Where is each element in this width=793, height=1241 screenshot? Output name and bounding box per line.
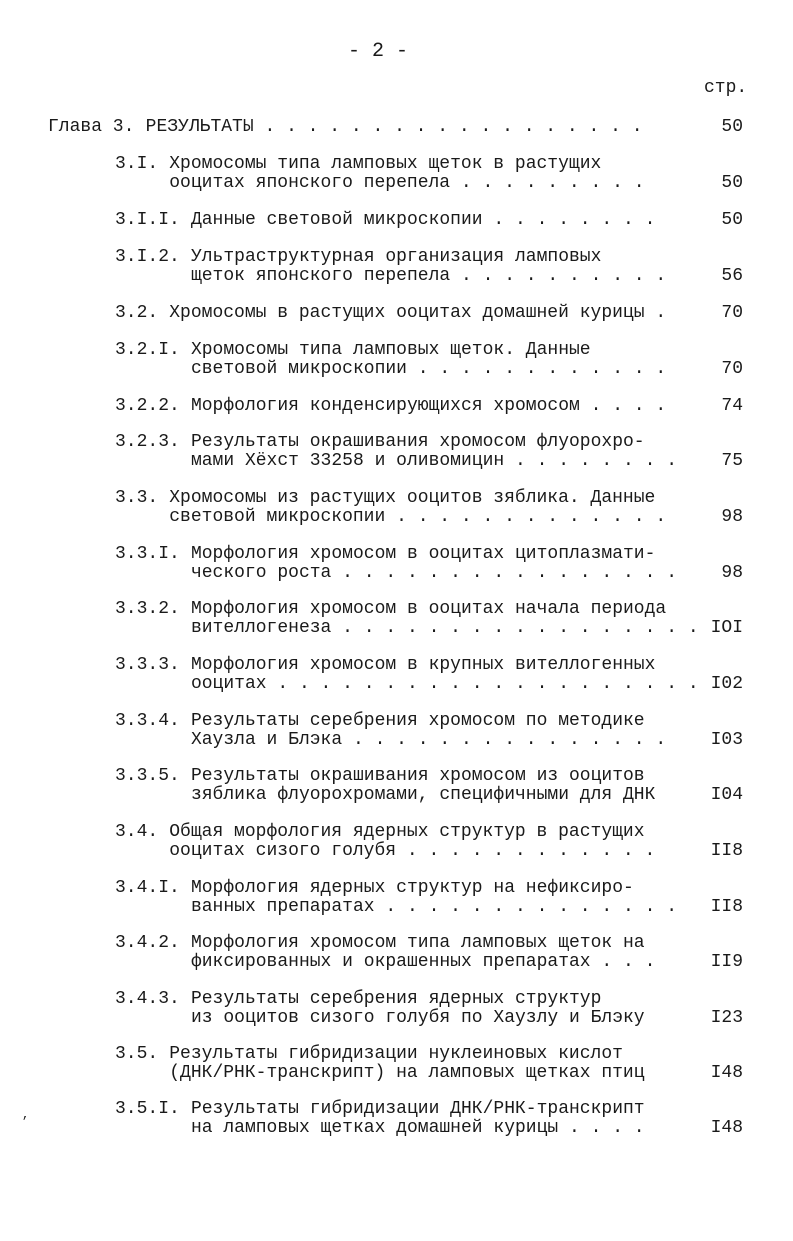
entry-title-line: Общая морфология ядерных структур в растущих bbox=[169, 822, 645, 842]
entry-page-number: 74 bbox=[721, 396, 743, 416]
entry-title-line: Морфология ядерных структур на нефиксиро- bbox=[190, 878, 634, 898]
entry-title-line: Результаты гибридизации ДНК/РНК-транскрипт bbox=[190, 1099, 645, 1119]
entry-title-line: световой микроскопии . . . . . . . . . . . . . bbox=[169, 507, 667, 527]
entry-number: 3.I. bbox=[115, 154, 159, 174]
entry-number: 3.5.I. bbox=[115, 1099, 180, 1119]
entry-title-line: вителлогенеза . . . . . . . . . . . . . . . . . bbox=[190, 618, 699, 638]
entry-page-number: I48 bbox=[710, 1118, 743, 1138]
entry-number: 3.4. bbox=[115, 822, 159, 842]
entry-page-number: 50 bbox=[721, 210, 743, 230]
entry-number: 3.4.3. bbox=[115, 989, 180, 1009]
entry-title-line: Хромосомы типа ламповых щеток. Данные bbox=[190, 340, 591, 360]
entry-title-line: ванных препаратах . . . . . . . . . . . . . . bbox=[190, 897, 678, 917]
entry-page-number: I23 bbox=[710, 1008, 743, 1028]
stray-mark: , bbox=[22, 1108, 30, 1122]
entry-title-line: щеток японского перепела . . . . . . . . . . bbox=[190, 266, 667, 286]
entry-title-line: Морфология хромосом типа ламповых щеток на bbox=[190, 933, 645, 953]
entry-page-number: II8 bbox=[710, 897, 743, 917]
entry-number: 3.5. bbox=[115, 1044, 159, 1064]
entry-title-line: ооцитах . . . . . . . . . . . . . . . . . . . . bbox=[190, 674, 699, 694]
entry-title-line: ческого роста . . . . . . . . . . . . . . . . bbox=[190, 563, 678, 583]
entry-page-number: 98 bbox=[721, 563, 743, 583]
entry-number: 3.3.4. bbox=[115, 711, 180, 731]
entry-title-line: Морфология хромосом в крупных вителлогенных bbox=[190, 655, 656, 675]
entry-title-line: Хаузла и Блэка . . . . . . . . . . . . . . . bbox=[190, 730, 667, 750]
page-number: - 2 - bbox=[348, 40, 409, 63]
entry-page-number: I48 bbox=[710, 1063, 743, 1083]
entry-title-line: ооцитах сизого голубя . . . . . . . . . . . . bbox=[169, 841, 656, 861]
entry-title-line: Хромосомы типа ламповых щеток в растущих bbox=[169, 154, 602, 174]
entry-title-line: Морфология хромосом в ооцитах начала периода bbox=[190, 599, 667, 619]
entry-number: 3.3. bbox=[115, 488, 159, 508]
entry-number: Глава 3. bbox=[48, 117, 135, 137]
entry-number: 3.4.2. bbox=[115, 933, 180, 953]
entry-page-number: IOI bbox=[710, 618, 743, 638]
entry-page-number: 56 bbox=[721, 266, 743, 286]
entry-title-line: на ламповых щетках домашней курицы . . . . bbox=[190, 1118, 645, 1138]
entry-title-line: Результаты серебрения ядерных структур bbox=[190, 989, 602, 1009]
entry-page-number: 98 bbox=[721, 507, 743, 527]
entry-page-number: I03 bbox=[710, 730, 743, 750]
entry-page-number: II8 bbox=[710, 841, 743, 861]
entry-number: 3.I.I. bbox=[115, 210, 180, 230]
entry-title-line: Результаты гибридизации нуклеиновых кислот bbox=[169, 1044, 623, 1064]
entry-number: 3.3.2. bbox=[115, 599, 180, 619]
entry-page-number: II9 bbox=[710, 952, 743, 972]
entry-number: 3.4.I. bbox=[115, 878, 180, 898]
entry-title-line: Хромосомы в растущих ооцитах домашней курицы . bbox=[169, 303, 667, 323]
entry-title-line: Морфология хромосом в ооцитах цитоплазмати- bbox=[190, 544, 656, 564]
entry-title-line: Результаты окрашивания хромосом из ооцитов bbox=[190, 766, 645, 786]
entry-page-number: 50 bbox=[721, 173, 743, 193]
entry-page-number: 50 bbox=[721, 117, 743, 137]
page-column-label: стр. bbox=[704, 78, 748, 98]
entry-title-line: (ДНК/РНК-транскрипт) на ламповых щетках птиц bbox=[169, 1063, 645, 1083]
entry-number: 3.I.2. bbox=[115, 247, 180, 267]
entry-number: 3.3.3. bbox=[115, 655, 180, 675]
entry-title-line: ооцитах японского перепела . . . . . . . . . bbox=[169, 173, 645, 193]
entry-title-line: Морфология конденсирующихся хромосом . . . . bbox=[190, 396, 667, 416]
entry-number: 3.2.I. bbox=[115, 340, 180, 360]
entry-title-line: из ооцитов сизого голубя по Хаузлу и Блэку bbox=[190, 1008, 645, 1028]
entry-number: 3.2. bbox=[115, 303, 159, 323]
entry-title-line: Ультраструктурная организация ламповых bbox=[190, 247, 602, 267]
entry-page-number: I02 bbox=[710, 674, 743, 694]
entry-title-line: Данные световой микроскопии . . . . . . . . bbox=[190, 210, 656, 230]
entry-number: 3.2.3. bbox=[115, 432, 180, 452]
entry-page-number: 70 bbox=[721, 303, 743, 323]
entry-number: 3.2.2. bbox=[115, 396, 180, 416]
entry-page-number: 70 bbox=[721, 359, 743, 379]
entry-title-line: Результаты серебрения хромосом по методике bbox=[190, 711, 645, 731]
entry-number: 3.3.5. bbox=[115, 766, 180, 786]
entry-page-number: I04 bbox=[710, 785, 743, 805]
entry-title-line: зяблика флуорохромами, специфичными для ДНК bbox=[190, 785, 656, 805]
entry-page-number: 75 bbox=[721, 451, 743, 471]
entry-title-line: фиксированных и окрашенных препаратах . . . bbox=[190, 952, 656, 972]
entry-title-line: Результаты окрашивания хромосом флуорохро- bbox=[190, 432, 645, 452]
entry-title-line: РЕЗУЛЬТАТЫ . . . . . . . . . . . . . . . . . . bbox=[145, 117, 643, 137]
entry-title-line: световой микроскопии . . . . . . . . . . . . bbox=[190, 359, 667, 379]
entry-title-line: мами Хёхст 33258 и оливомицин . . . . . . . . bbox=[190, 451, 678, 471]
entry-title-line: Хромосомы из растущих ооцитов зяблика. Данные bbox=[169, 488, 656, 508]
entry-number: 3.3.I. bbox=[115, 544, 180, 564]
